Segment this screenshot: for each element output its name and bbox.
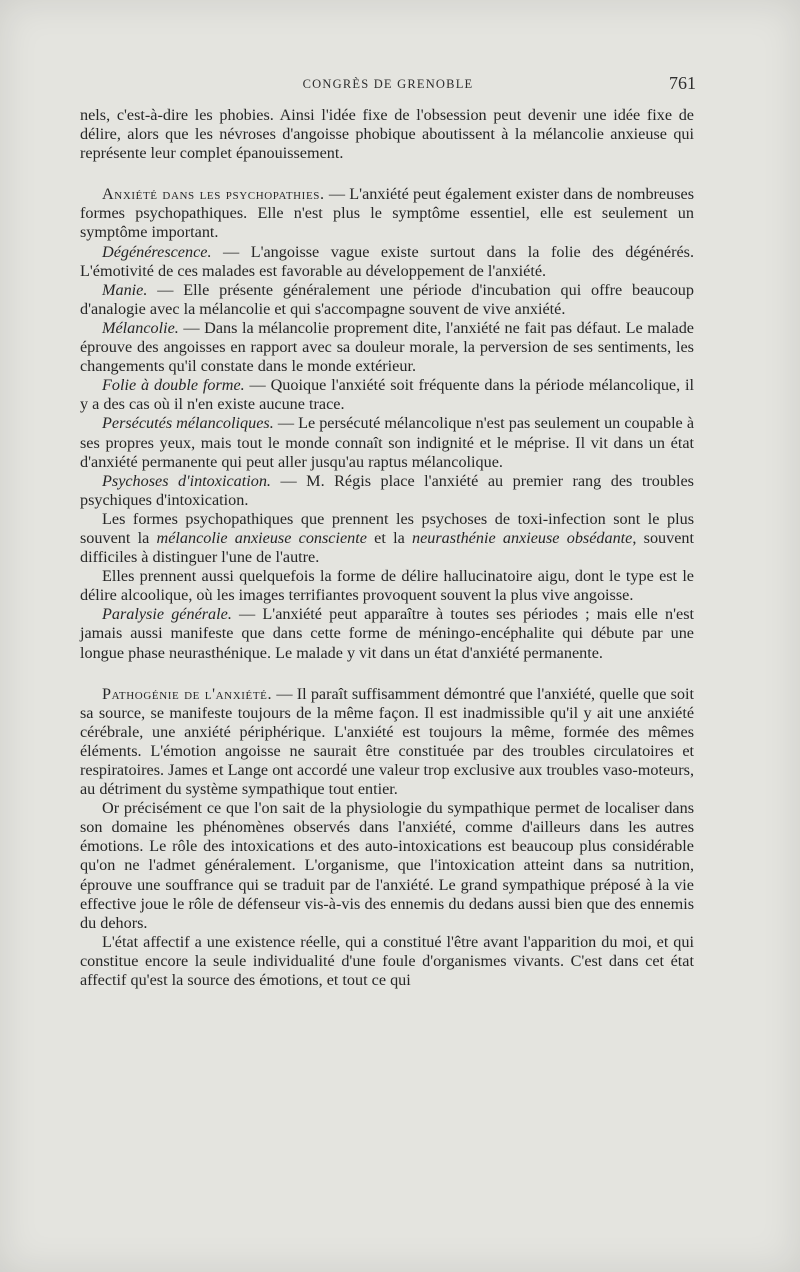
paragraph-persecutes: Persécutés mélancoliques. — Le persécuté mélancolique n'est pas seulement un coupable à ses propres yeux, mais tout le monde connaît son indignité et le méprise. Il vit dans un état d'anxiété permanente qui peut aller jusqu'au raptus mélancolique. bbox=[80, 414, 695, 471]
subheading: Paralysie générale. bbox=[102, 605, 232, 624]
subheading: Persécutés mélancoliques. bbox=[102, 414, 274, 433]
body-text bbox=[80, 106, 694, 990]
paragraph-folie-double-forme: Folie à double forme. — Quoique l'anxiété soit fréquente dans la période mélancolique, il y a des cas où il n'en existe aucune trace. bbox=[80, 376, 694, 414]
subheading: Mélancolie. bbox=[102, 318, 179, 337]
section-heading: Anxiété dans les psychopathies. bbox=[102, 185, 325, 204]
subheading: Psychoses d'intoxication. bbox=[102, 471, 271, 490]
paragraph-sympathique: Or précisément ce que l'on sait de la physiologie du sympathique permet de localiser dans son domaine les phénomènes observés dans l'anxiété, comme d'ailleurs dans les autres émotions. Le rôle des intoxications et des auto-intoxications est beaucoup plus considérable qu'on ne l'admet généralement. L'organisme, que l'intoxication atteint dans sa nutrition, éprouve une souffrance qui se traduit par de l'anxiété. Le grand sympathique préposé à la vie effective joue le rôle de défenseur vis-à-vis des ennemis du dedans aussi bien que des ennemis du dehors. bbox=[80, 799, 694, 932]
paragraph-delire-hallucinatoire: Elles prennent aussi quelquefois la forme de délire hallucinatoire aigu, dont le type est le délire alcoolique, où les images terrifiantes provoquent souvent la plus vive angoisse. bbox=[80, 567, 694, 605]
paragraph-psychoses-intoxication: Psychoses d'intoxication. — M. Régis place l'anxiété au premier rang des troubles psychiques d'intoxication. bbox=[80, 471, 694, 509]
subheading: Folie à double forme. bbox=[102, 376, 245, 395]
subheading: Dégénérescence. bbox=[102, 242, 212, 261]
paragraph-etat-affectif: L'état affectif a une existence réelle, qui a constitué l'être avant l'apparition du moi, et qui constitue encore la seule individualité d'une foule d'organismes vivants. C'est dans cet état affectif qu'est la source des émotions, et tout ce qui bbox=[80, 932, 694, 990]
section-pathogenie: Pathogénie de l'anxiété. — Il paraît suffisamment démontré que l'anxiété, quelle que soit sa source, se manifeste toujours de la même façon. Il est inadmissible qu'il y ait une anxiété cérébrale, une anxiété périphérique. L'anxiété est toujours la même, formée des mêmes éléments. L'émotion angoisse ne saurait être constituée par des troubles circulatoires et respiratoires. James et Lange ont accordé une valeur trop exclusive aux troubles vaso-moteurs, au détriment du système sympathique tout entier. bbox=[80, 684, 694, 799]
running-title: CONGRÈS DE GRENOBLE bbox=[302, 77, 474, 91]
section-anxiete-psychopathies: Anxiété dans les psychopathies. — L'anxiété peut également exister dans de nombreuses formes psychopathiques. Elle n'est plus le symptôme essentiel, elle est seulement un symptôme important. bbox=[80, 185, 694, 242]
page-number: 761 bbox=[669, 73, 696, 93]
paragraph-manie: Manie. — Elle présente généralement une période d'incubation qui offre beaucoup d'analogie avec la mélancolie et qui s'accompagne souvent de vive anxiété. bbox=[80, 280, 694, 318]
paragraph-phobies: nels, c'est-à-dire les phobies. Ainsi l'idée fixe de l'obsession peut devenir une idée fixe de délire, alors que les névroses d'angoisse phobique aboutissent à la mélancolie anxieuse qui représente leur complet épanouissement. bbox=[80, 106, 694, 163]
running-head bbox=[80, 73, 696, 99]
section-heading: Pathogénie de l'anxiété. bbox=[102, 684, 273, 703]
subheading: Manie. bbox=[102, 280, 148, 299]
paragraph-paralysie-generale: Paralysie générale. — L'anxiété peut apparaître à toutes ses périodes ; mais elle n'est jamais aussi manifeste que dans cette forme de méningo-encéphalite qui débute par une longue phase neurasthénique. Le malade y vit dans un état d'anxiété permanente. bbox=[80, 605, 695, 662]
paragraph-toxi-infection: Les formes psychopathiques que prennent les psychoses de toxi-infection sont le plus souvent la mélancolie anxieuse consciente et la neurasthénie anxieuse obsédante, souvent difficiles à distinguer l'une de l'autre. bbox=[80, 509, 695, 567]
paragraph-melancolie: Mélancolie. — Dans la mélancolie proprement dite, l'anxiété ne fait pas défaut. Le malade éprouve des angoisses en rapport avec sa douleur morale, la perversion de ses sentiments, les changements qu'il constate dans le monde extérieur. bbox=[80, 318, 694, 376]
paragraph-degenerescence: Dégénérescence. — L'angoisse vague existe surtout dans la folie des dégénérés. L'émotivité de ces malades est favorable au développement de l'anxiété. bbox=[80, 242, 694, 280]
